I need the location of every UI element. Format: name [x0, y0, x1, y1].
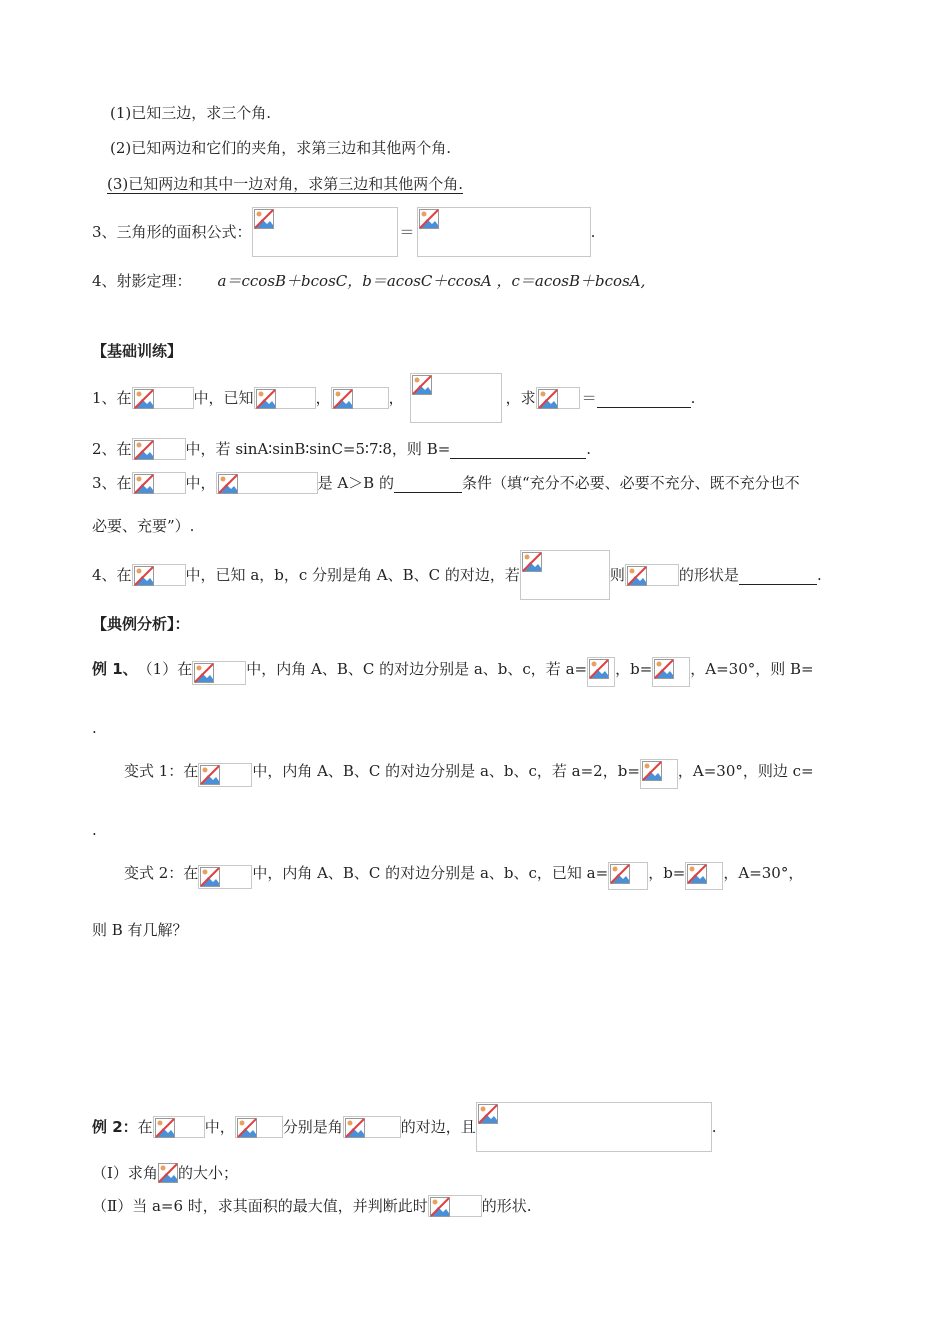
q-text: 在 — [137, 1118, 153, 1136]
q-text: ，b= — [648, 864, 686, 882]
q-text: . — [586, 440, 592, 458]
example-2-part-2 — [92, 1194, 532, 1218]
formula-image — [132, 438, 186, 460]
broken-image-icon — [478, 1104, 498, 1124]
case-text: (3)已知两边和其中一边对角，求第三边和其他两个角. — [107, 175, 464, 193]
q-text: 2、在 — [92, 440, 132, 458]
broken-image-icon — [522, 552, 542, 572]
broken-image-icon — [589, 659, 609, 679]
broken-image-icon — [345, 1118, 365, 1138]
formula-image — [235, 1116, 283, 1138]
q-text: 中，已知 a，b，c 分别是角 A、B、C 的对边，若 — [185, 566, 520, 584]
equals-sign: ＝ — [399, 223, 415, 241]
broken-image-icon — [654, 659, 674, 679]
formula-image — [608, 862, 648, 890]
answer-blank[interactable] — [739, 570, 817, 585]
broken-image-icon — [200, 867, 220, 887]
q-text: 中， — [204, 1118, 235, 1136]
broken-image-icon — [237, 1118, 257, 1138]
formula-image — [652, 657, 690, 687]
formula-image — [192, 661, 246, 685]
broken-image-icon — [333, 389, 353, 409]
q-text: ，A=30°， — [723, 864, 804, 882]
broken-image-icon — [200, 765, 220, 785]
broken-image-icon — [155, 1118, 175, 1138]
basic-q1 — [92, 373, 695, 423]
broken-image-icon — [430, 1197, 450, 1217]
q-text: 3、在 — [92, 474, 132, 492]
q-text: 变式 2：在 — [124, 864, 199, 882]
case-line-1 — [110, 103, 271, 123]
formula-image — [132, 564, 186, 586]
q-text: ，b= — [615, 660, 653, 678]
formula-image — [216, 472, 318, 494]
formula-image — [132, 387, 194, 409]
formula-image — [625, 564, 679, 586]
q-text: ＝ — [581, 389, 597, 407]
answer-blank[interactable] — [394, 478, 462, 493]
item-label: 4、射影定理： — [92, 272, 192, 290]
broken-image-icon — [419, 209, 439, 229]
broken-image-icon — [134, 474, 154, 494]
q-text: 1、在 — [92, 389, 132, 407]
q-text: ，A=30°，则 B= — [690, 660, 814, 678]
q-text: 的形状. — [481, 1197, 532, 1215]
formula-image — [254, 387, 316, 409]
q-text: 中，已知 — [193, 389, 254, 407]
period: . — [590, 223, 596, 241]
broken-image-icon — [158, 1163, 178, 1183]
q-text: 则 — [609, 566, 625, 584]
q-text: 中，内角 A、B、C 的对边分别是 a、b、c，若 a=2，b= — [252, 762, 640, 780]
basic-training-heading — [92, 341, 182, 361]
q-text: 中，若 sinA∶sinB∶sinC=5∶7∶8，则 B= — [185, 440, 451, 458]
example-1-tail — [92, 718, 97, 738]
answer-blank[interactable] — [450, 444, 586, 459]
item-label: 3、三角形的面积公式： — [92, 223, 252, 241]
formula-image — [520, 550, 610, 600]
broken-image-icon — [134, 440, 154, 460]
example-1 — [92, 652, 814, 686]
q-text: （Ⅱ）当 a=6 时，求其面积的最大值，并判断此时 — [92, 1197, 428, 1215]
example-2 — [92, 1102, 717, 1152]
broken-image-icon — [134, 389, 154, 409]
q-text: 是 A＞B 的 — [317, 474, 394, 492]
formula-image — [640, 759, 678, 789]
formula-image — [476, 1102, 712, 1152]
example-label: 例 1、 — [92, 660, 138, 678]
basic-q3 — [92, 471, 800, 495]
q-text: . — [816, 566, 822, 584]
projection-formula: a＝ccosB＋bcosC，b＝acosC＋ccosA ，c＝acosB＋bcosA, — [217, 272, 646, 290]
broken-image-icon — [610, 864, 630, 884]
q-text: 中，内角 A、B、C 的对边分别是 a、b、c，若 a= — [246, 660, 588, 678]
broken-image-icon — [627, 566, 647, 586]
q-text: . — [690, 389, 696, 407]
basic-q2 — [92, 437, 591, 461]
q-text: 变式 1：在 — [124, 762, 199, 780]
q-text: ， — [388, 389, 404, 407]
broken-image-icon — [256, 389, 276, 409]
q-text: ，A=30°，则边 c= — [677, 762, 814, 780]
section-heading: 【典例分析】： — [92, 615, 190, 633]
section-heading: 【基础训练】 — [92, 342, 183, 360]
case-line-3 — [107, 174, 463, 194]
broken-image-icon — [687, 864, 707, 884]
variant-1-tail — [92, 820, 97, 840]
formula-image — [153, 1116, 205, 1138]
answer-blank[interactable] — [597, 393, 691, 408]
q-text: ，求 — [505, 389, 536, 407]
q-text: . — [711, 1118, 717, 1136]
formula-image — [132, 472, 186, 494]
formula-image — [410, 373, 502, 423]
q-text: 条件（填“充分不必要、必要不充分、既不充分也不 — [461, 474, 800, 492]
variant-1 — [124, 754, 814, 788]
formula-image — [417, 207, 591, 257]
broken-image-icon — [218, 474, 238, 494]
projection-theorem-line — [92, 271, 645, 291]
formula-image — [343, 1116, 401, 1138]
formula-image — [331, 387, 389, 409]
q-text: 中， — [185, 474, 216, 492]
q-text: ， — [315, 389, 331, 407]
broken-image-icon — [254, 209, 274, 229]
case-text: (1)已知三边，求三个角. — [110, 104, 272, 122]
formula-image — [198, 865, 252, 889]
broken-image-icon — [538, 389, 558, 409]
basic-q3-cont — [92, 516, 194, 536]
q-text: 的对边，且 — [400, 1118, 476, 1136]
case-text: (2)已知两边和它们的夹角，求第三边和其他两个角. — [110, 139, 452, 157]
variant-2-cont — [92, 920, 188, 940]
broken-image-icon — [194, 663, 214, 683]
examples-heading — [92, 614, 190, 634]
formula-image — [158, 1163, 178, 1183]
q-text: 则 B 有几解？ — [92, 921, 188, 939]
broken-image-icon — [412, 375, 432, 395]
q-text: . — [92, 821, 97, 839]
basic-q4 — [92, 550, 822, 600]
q-text: 的大小； — [177, 1164, 238, 1182]
example-2-part-1 — [92, 1162, 238, 1184]
formula-image — [428, 1195, 482, 1217]
formula-image — [252, 207, 398, 257]
broken-image-icon — [134, 566, 154, 586]
area-formula-line — [92, 207, 595, 257]
formula-image — [536, 387, 580, 409]
formula-image — [198, 763, 252, 787]
q-text: 4、在 — [92, 566, 132, 584]
formula-image — [587, 657, 615, 687]
q-text: 必要、充要”）. — [92, 517, 195, 535]
broken-image-icon — [642, 761, 662, 781]
q-text: 的形状是 — [678, 566, 739, 584]
q-text: （1）在 — [137, 660, 193, 678]
example-label: 例 2： — [92, 1118, 138, 1136]
case-line-2 — [110, 138, 451, 158]
q-text: （Ⅰ）求角 — [92, 1164, 158, 1182]
q-text: 分别是角 — [282, 1118, 343, 1136]
q-text: . — [92, 719, 97, 737]
formula-image — [685, 862, 723, 890]
q-text: 中，内角 A、B、C 的对边分别是 a、b、c，已知 a= — [252, 864, 609, 882]
variant-2 — [124, 856, 803, 890]
